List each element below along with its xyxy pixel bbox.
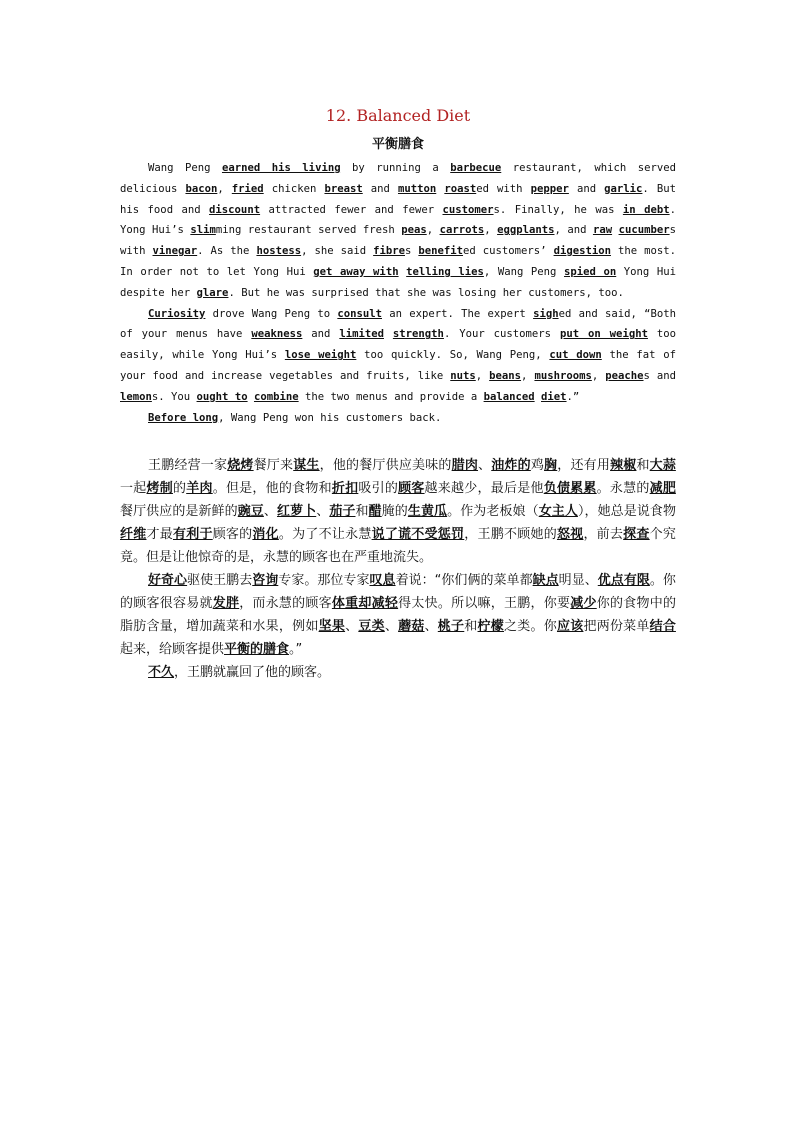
text-run: ming restaurant served fresh — [215, 224, 402, 237]
vocab-keyword: 蘑菇 — [398, 619, 425, 635]
vocab-keyword: 茄子 — [329, 504, 356, 520]
vocab-keyword: 烧烤 — [227, 458, 254, 474]
vocab-keyword: 坚果 — [318, 619, 346, 635]
text-run: the fat of your food and increase vegetables and fruits, like — [120, 349, 676, 382]
english-passage — [120, 158, 676, 428]
vocab-keyword: cut down — [549, 349, 602, 362]
vocab-keyword: beans — [489, 369, 522, 382]
vocab-keyword: 女主人 — [538, 504, 578, 520]
text-run: . But he was surprised that she was losing her customers, too. — [228, 286, 624, 299]
vocab-keyword: benefit — [418, 245, 464, 258]
vocab-keyword: pepper — [530, 182, 569, 195]
vocab-keyword: 黄瓜 — [420, 504, 448, 520]
text-run: 、 — [345, 619, 359, 635]
vocab-keyword: 柠檬 — [477, 619, 505, 635]
text-run: , she said — [301, 245, 374, 258]
vocab-keyword: 大蒜 — [649, 458, 676, 474]
vocab-keyword: peas — [401, 224, 427, 237]
text-run: , and — [554, 224, 593, 237]
vocab-keyword: 平衡的膳食 — [224, 642, 290, 658]
vocab-keyword: 消化 — [252, 527, 279, 543]
vocab-keyword: fibre — [373, 245, 405, 258]
text-run: , Wang Peng won his customers back. — [218, 411, 442, 424]
vocab-keyword: lemon — [120, 390, 152, 403]
vocab-keyword: digestion — [553, 245, 611, 258]
text-run: ed customers’ — [463, 245, 554, 258]
text-run: . But his food and — [120, 182, 676, 216]
text-run: ，而永慧的顾客 — [239, 596, 332, 612]
text-run: , — [591, 369, 606, 382]
text-run: Yong Hui despite her — [120, 265, 676, 299]
vocab-keyword: ought to — [196, 390, 248, 403]
text-run: the two menus and provide a — [298, 390, 484, 403]
chinese-paragraph — [120, 454, 676, 569]
vocab-keyword: in debt — [622, 203, 670, 216]
vocab-keyword: 红萝卜 — [276, 504, 317, 520]
vocab-keyword: peache — [605, 369, 644, 382]
vocab-keyword: customer — [442, 203, 494, 216]
vocab-keyword: telling lies — [406, 265, 484, 278]
vocab-keyword: cucumber — [618, 224, 670, 237]
text-run: 吸引的 — [358, 481, 399, 497]
vocab-keyword: 好奇心 — [148, 573, 188, 589]
vocab-keyword: 豆类 — [358, 619, 385, 635]
text-run: 起来，给顾客提供 — [120, 642, 225, 658]
vocab-keyword: 优点有限 — [597, 573, 650, 589]
text-run: 一起 — [120, 481, 147, 497]
vocab-keyword: Before long — [148, 411, 219, 424]
vocab-keyword: sigh — [533, 307, 559, 320]
text-run: 和 — [355, 504, 369, 520]
text-run: 和 — [636, 458, 650, 474]
document-subtitle: 平衡膳食 — [371, 137, 424, 152]
text-run: restaurant, which served delicious — [120, 162, 676, 195]
vocab-keyword: get away with — [313, 265, 399, 278]
vocab-keyword: 减肥 — [649, 481, 676, 497]
text-run: ed and said, “Both of your menus have — [120, 307, 676, 341]
vocab-keyword: 顾客 — [398, 481, 425, 497]
vocab-keyword: barbecue — [450, 162, 502, 174]
vocab-keyword: 腊肉 — [451, 458, 479, 474]
text-run: ，前去 — [583, 527, 624, 543]
text-run: ，还有用 — [557, 458, 611, 474]
vocab-keyword: 辣椒 — [610, 458, 637, 474]
vocab-keyword: discount — [209, 203, 261, 216]
text-run: ，王鹏就赢回了他的顾客。 — [174, 665, 331, 681]
vocab-keyword: 桃子 — [437, 619, 465, 635]
text-run: 王鹏经营一家 — [148, 458, 228, 474]
text-run: 顾客的 — [212, 527, 253, 543]
text-run: 。” — [289, 642, 303, 658]
vocab-keyword: slim — [190, 224, 216, 237]
vocab-keyword: earned his living — [221, 162, 341, 174]
vocab-keyword: Curiosity — [148, 307, 206, 320]
text-run: 、 — [424, 619, 438, 635]
text-run: 。永慧的 — [596, 481, 650, 497]
text-run: 着说：“你们俩的菜单都 — [395, 573, 533, 589]
text-run: ，他的餐厅供应美味的 — [319, 458, 452, 474]
text-run: too easily, while Yong Hui’s — [120, 328, 676, 362]
text-run: , — [521, 369, 535, 382]
text-run: 腌的 — [381, 504, 408, 520]
vocab-keyword: 咨询 — [252, 573, 279, 589]
text-run: 。但是，他的食物和 — [212, 481, 332, 497]
vocab-keyword: 结合 — [649, 619, 676, 635]
vocab-keyword: 不久 — [148, 665, 175, 681]
vocab-keyword: mutton — [397, 182, 437, 195]
text-run: 得太快。所以嘛，王鹏，你要 — [398, 596, 571, 612]
text-run: chicken — [263, 182, 325, 195]
text-run: and — [362, 182, 398, 195]
vocab-keyword: combine — [253, 390, 299, 403]
vocab-keyword: 谋生 — [293, 458, 320, 474]
text-run: 的 — [172, 481, 187, 497]
vocab-keyword: 有利于 — [172, 527, 213, 543]
vocab-keyword: limited — [339, 328, 384, 341]
text-run: 专家。那位专家 — [278, 573, 370, 589]
vocab-keyword: eggplants — [497, 224, 555, 237]
vocab-keyword: 负债累累 — [543, 481, 597, 497]
vocab-keyword: hostess — [256, 245, 302, 258]
vocab-keyword: 醋 — [368, 504, 382, 520]
text-run: s and — [643, 369, 677, 382]
vocab-keyword: put on weight — [559, 328, 648, 341]
text-run: 明显、 — [558, 573, 598, 589]
vocab-keyword: 叹息 — [369, 573, 396, 589]
english-paragraph — [120, 408, 676, 429]
text-run: . Yong Hui’s — [120, 203, 676, 237]
vocab-keyword: fried — [231, 182, 264, 195]
text-run: s. Finally, he was — [493, 203, 623, 216]
vocab-keyword: garlic — [604, 182, 643, 195]
text-run: 餐厅供应的是新鲜的 — [120, 504, 238, 520]
text-run: attracted fewer and fewer — [260, 203, 443, 216]
text-run: ed with — [476, 182, 531, 195]
text-run: 之类。你 — [504, 619, 557, 635]
text-run: s — [405, 245, 419, 258]
text-run: 越来越少，最后是他 — [424, 481, 544, 497]
text-run: 。你的顾客很容易就 — [120, 573, 676, 612]
vocab-keyword: 说了谎不受惩罚 — [371, 527, 465, 543]
text-run: 和 — [464, 619, 478, 635]
vocab-keyword: 胸 — [544, 458, 558, 474]
vocab-keyword: 体重却减轻 — [331, 596, 399, 612]
text-run: 。作为老板娘（ — [447, 504, 539, 520]
text-run: an expert. The expert — [382, 307, 534, 320]
text-run: . As the — [197, 245, 257, 258]
vocab-keyword: lose weight — [284, 349, 357, 362]
text-run: , Wang Peng — [483, 265, 564, 278]
document-title: 12. Balanced Diet — [325, 106, 471, 125]
text-run: , — [426, 224, 440, 237]
chinese-paragraph — [120, 569, 676, 661]
chinese-paragraph — [120, 661, 676, 684]
text-run: s. You — [151, 390, 197, 403]
vocab-keyword: nuts — [450, 369, 476, 382]
vocab-keyword: breast — [324, 182, 363, 195]
vocab-keyword: bacon — [185, 182, 218, 195]
text-run: 。为了不让永慧 — [278, 527, 372, 543]
vocab-keyword: 生 — [407, 504, 421, 520]
vocab-keyword: weakness — [251, 328, 303, 341]
text-run: the most. In order not to let Yong Hui — [120, 245, 676, 278]
vocab-keyword: strength — [392, 328, 444, 341]
vocab-keyword: 羊肉 — [186, 481, 213, 497]
vocab-keyword: 纤维 — [120, 527, 147, 543]
text-run: Wang Peng — [148, 162, 222, 174]
text-run — [384, 328, 393, 340]
document-page — [120, 100, 676, 684]
text-run: ），她总是说食物 — [577, 504, 676, 520]
text-run: 、 — [478, 458, 492, 474]
vocab-keyword: raw — [592, 224, 613, 237]
vocab-keyword: vinegar — [152, 245, 198, 258]
text-run: by running a — [340, 162, 451, 174]
text-run: 你的食物中的脂肪含量，增加蔬菜和水果，例如 — [120, 596, 676, 635]
vocab-keyword: diet — [541, 390, 567, 403]
vocab-keyword: carrots — [439, 224, 485, 237]
text-run: . Your customers — [443, 328, 560, 341]
english-paragraph — [120, 304, 676, 408]
vocab-keyword: glare — [196, 286, 229, 299]
text-run: 个究竟。但是让他惊奇的是，永慧的顾客也在严重地流失。 — [120, 527, 676, 566]
text-run: and — [568, 182, 605, 195]
text-run: 驱使王鹏去 — [187, 573, 253, 589]
text-run: , — [217, 182, 232, 195]
text-run: 才最 — [146, 527, 173, 543]
text-run: 、 — [384, 619, 399, 635]
text-run: 、 — [316, 504, 330, 520]
text-run: 鸡 — [530, 458, 545, 474]
vocab-keyword: 豌豆 — [237, 504, 264, 520]
vocab-keyword: balanced — [483, 390, 535, 403]
vocab-keyword: 发胖 — [212, 596, 240, 612]
text-run: s with — [120, 224, 676, 258]
vocab-keyword: 探查 — [623, 527, 650, 543]
text-run: .” — [566, 390, 580, 403]
text-run: ，王鹏不顾她的 — [464, 527, 557, 543]
text-run: 、 — [263, 504, 277, 520]
vocab-keyword: 减少 — [570, 596, 597, 612]
text-run: drove Wang Peng to — [205, 307, 338, 320]
vocab-keyword: consult — [337, 307, 382, 320]
text-run: 把两份菜单 — [583, 619, 650, 635]
vocab-keyword: 应该 — [556, 619, 584, 635]
vocab-keyword: mushrooms — [534, 369, 592, 382]
vocab-keyword: spied on — [564, 265, 617, 278]
english-paragraph — [120, 158, 676, 304]
vocab-keyword: 油炸的 — [491, 458, 531, 474]
text-run: , — [475, 369, 490, 382]
text-run: and — [302, 328, 340, 341]
vocab-keyword: 缺点 — [532, 573, 559, 589]
vocab-keyword: 折扣 — [331, 481, 359, 497]
vocab-keyword: 怒视 — [556, 527, 584, 543]
text-run: , — [484, 224, 498, 237]
text-run: too quickly. So, Wang Peng, — [356, 349, 550, 362]
vocab-keyword: 烤制 — [146, 481, 173, 497]
chinese-translation — [120, 454, 676, 684]
vocab-keyword: roast — [444, 182, 477, 195]
text-run: 餐厅来 — [253, 458, 294, 474]
